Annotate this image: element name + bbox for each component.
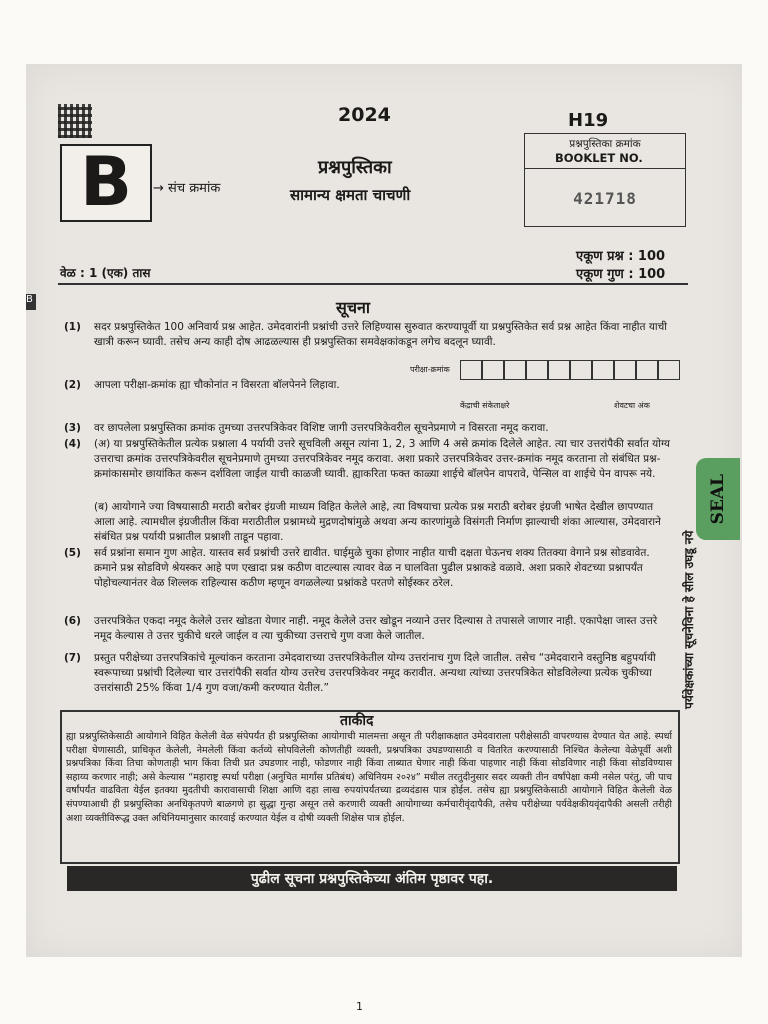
instruction-number: (5) [64, 547, 81, 559]
instruction-number: (2) [64, 379, 81, 391]
page-number: 1 [356, 1000, 363, 1013]
seal-warning-text: पर्यवेक्षकांच्या सूचनेविना हे सील उघडू नये [682, 530, 696, 710]
warning-heading: ताकीद [340, 713, 374, 729]
digit-cell[interactable] [548, 360, 570, 380]
instruction-text: सदर प्रश्नपुस्तिकेत 100 अनिवार्य प्रश्न आहेत. उमेदवारांनी प्रश्नांची उत्तरे लिहिण्यास सुरुवात करण्यापूर्वी या प्रश्नपुस्तिकेत सर्व प्रश्न आहेत किंवा नाहीत याची खात्री करून घ्यावी. तसेच अन्य काही दोष आढळल्यास ही प्रश्नपुस्तिका समवेक्षकांकडून लगेच बदलून घ्यावी. [94, 321, 668, 348]
instruction-item [64, 421, 684, 436]
total-questions: एकूण प्रश्न : 100 [576, 249, 666, 264]
instruction-number: (6) [64, 615, 81, 627]
set-letter: B [80, 143, 132, 222]
seal-tab[interactable] [696, 458, 740, 540]
seal-label: SEAL [708, 473, 728, 525]
instruction-text: (ब) आयोगाने ज्या विषयासाठी मराठी बरोबर इंग्रजी माध्यम विहित केलेले आहे, त्या विषयाचा प्रत्येक प्रश्न मराठी बरोबर इंग्रजी भाषेत देखील छापण्यात आला आहे. त्यामधील इंग्रजीतील किंवा मराठीतील प्रश्नामध्ये मुद्रणदोषांमुळे अथवा अन्य कारणांमुळे विसंगती निर्माण झाल्याची शंका आल्यास, उमेदवाराने संबंधित प्रश्न पर्यायी प्रश्नातील प्रश्नाशी ताडून पहावा. [94, 501, 661, 543]
centre-code-label: केंद्राची संकेताक्षरे [460, 401, 510, 410]
instructions-heading: सूचना [336, 298, 371, 317]
digit-cell[interactable] [658, 360, 680, 380]
exam-number-grid [408, 358, 678, 416]
instruction-item [64, 437, 674, 482]
set-letter-box [60, 144, 152, 222]
divider [58, 283, 688, 285]
exam-year: 2024 [338, 104, 391, 126]
digit-cell[interactable] [636, 360, 658, 380]
instruction-number: (4) [64, 438, 81, 450]
warning-text: ह्या प्रश्नपुस्तिकेसाठी आयोगाने विहित केलेली वेळ संपेपर्यंत ही प्रश्नपुस्तिका आयोगाची मालमत्ता असून ती परीक्षाकक्षात उमेदवाराला परीक्षेसाठी वापरण्यास देण्यात येत आहे. स्पर्धा परीक्षा घेणासाठी, प्राधिकृत केलेली, नेमलेली किंवा कर्तव्ये सोपविलेली कोणतीही व्यक्ती, प्रश्नपत्रिका उघडण्यासाठी व वितरित करण्यासाठी निश्चित केलेल्या वेळेपूर्वी अशी प्रश्नपत्रिका किंवा तिचा कोणताही भाग किंवा तिची प्रत उघडणार नाही, फोडणार नाही किंवा ताब्यात घेणार नाही किंवा पाहणार नाही किंवा सोडविणार नाही किंवा सोडविण्यास सहाय्य करणार नाही; असे केल्यास “महाराष्ट्र स्पर्धा परीक्षा (अनुचित मार्गांस प्रतिबंध) अधिनियम २०२४” मधील तरतुदीनुसार सदर व्यक्ती तीन वर्षांपेक्षा कमी नसेल परंतु, जी पाच वर्षांपर्यंत वाढविता येईल इतक्या मुदतीची कारावासाची शिक्षा आणि दहा लाख रुपयांपर्यंतच्या द्रव्यदंडास पात्र होईल. तसेच ह्या प्रश्नपुस्तिकेसाठी आयोगाने विहित केलेली वेळ संपण्याआधी ही प्रश्नपुस्तिका अनधिकृतपणे बाळगणे हा सुद्धा गुन्हा असून तसे करणारी व्यक्ती आयोगाच्या कर्मचारीवृंदापैकी, तसेच परीक्षेच्या पर्यवेक्षकीयवृंदापैकी असली तरीही अशा व्यक्तीविरूद्ध उक्त अधिनियमानुसार कारवाई करण्यात येईल व दोषी व्यक्ती शिक्षेस पात्र होईल. [66, 731, 672, 824]
exam-number-cells [460, 360, 680, 380]
instruction-number: (1) [64, 321, 81, 333]
instruction-number: (3) [64, 422, 81, 434]
qr-code [58, 104, 92, 138]
booklet-label-marathi: प्रश्नपुस्तिका क्रमांक [569, 138, 641, 150]
series-code: H19 [568, 110, 609, 131]
footer-banner [67, 866, 677, 891]
last-digit-label: शेवटचा अंक [614, 401, 650, 410]
digit-cell[interactable] [592, 360, 614, 380]
booklet-number: 421718 [573, 189, 637, 208]
instruction-item [64, 614, 674, 644]
instruction-text: प्रस्तुत परीक्षेच्या उत्तरपत्रिकांचे मूल्यांकन करताना उमेदवाराच्या उत्तरपत्रिकेतील योग्य उत्तरांनाच गुण दिले जातील. तसेच “उमेदवाराने वस्तुनिष्ठ बहुपर्यायी स्वरूपाच्या प्रश्नांची दिलेल्या चार उत्तरांपैकी सर्वात योग्य उत्तरेच उत्तरपत्रिकेवर नमूद करावीत. अन्यथा त्यांच्या उत्तरपत्रिकेत सोडविलेल्या प्रत्येक चुकीच्या उत्तरांसाठी 25% किंवा 1/4 गुण वजा/कमी करण्यात येतील.” [94, 652, 656, 694]
instruction-item [64, 546, 674, 591]
digit-cell[interactable] [570, 360, 592, 380]
footer-text: पुढील सूचना प्रश्नपुस्तिकेच्या अंतिम पृष्ठावर पहा. [250, 871, 494, 887]
instruction-item [64, 500, 674, 545]
instruction-item [64, 651, 674, 696]
instruction-number: (7) [64, 652, 81, 664]
instruction-item [64, 378, 404, 393]
instruction-text: आपला परीक्षा-क्रमांक ह्या चौकोनांत न विसरता बॉलपेनने लिहावा. [94, 379, 340, 391]
instruction-text: वर छापलेला प्रश्नपुस्तिका क्रमांक तुमच्या उत्तरपत्रिकेवर विशिष्ट जागी उत्तरपत्रिकेवरील सूचनेप्रमाणे न विसरता नमूद करावा. [94, 422, 549, 434]
total-marks: एकूण गुण : 100 [576, 267, 666, 282]
booklet-number-box [524, 133, 686, 227]
digit-cell[interactable] [460, 360, 482, 380]
instruction-text: सर्व प्रश्नांना समान गुण आहेत. यास्तव सर्व प्रश्नांची उत्तरे द्यावीत. घाईमुळे चुका होणार नाहीत याची दक्षता घेऊनच शक्य तितक्या वेगाने प्रश्न सोडवावेत. क्रमाने प्रश्न सोडविणे श्रेयस्कर आहे पण एखादा प्रश्न कठीण वाटल्यास त्यावर वेळ न घालविता पुढील प्रश्नाकडे वळावे. अशा प्रकारे शेवटच्या प्रश्नापर्यंत पोहोचल्यानंतर वेळ शिल्लक राहिल्यास कठीण म्हणून वगळलेल्या प्रश्नांकडे परतणे सोईस्कर ठरेल. [94, 547, 650, 589]
instruction-text: उत्तरपत्रिकेत एकदा नमूद केलेले उत्तर खोडता येणार नाही. नमूद केलेले उत्तर खोडून नव्याने उत्तर दिल्यास ते तपासले जाणार नाही. एकापेक्षा जास्त उत्तरे नमूद केल्यास ते उत्तर चुकीचे धरले जाईल व त्या चुकीच्या उत्तराचे गुण वजा केले जातील. [94, 615, 658, 642]
instruction-item [64, 320, 684, 350]
digit-cell[interactable] [526, 360, 548, 380]
side-mark: B [26, 294, 36, 310]
exam-number-label: परीक्षा-क्रमांक [410, 365, 450, 374]
exam-time: वेळ : 1 (एक) तास [60, 266, 151, 280]
booklet-title: प्रश्नपुस्तिका [318, 157, 392, 178]
instruction-text: (अ) या प्रश्नपुस्तिकेतील प्रत्येक प्रश्नाला 4 पर्यायी उत्तरे सूचविली असून त्यांना 1, 2, 3 आणि 4 असे क्रमांक दिलेले आहेत. त्या चार उत्तरांपैकी सर्वात योग्य उत्तराचा क्रमांक उत्तरपत्रिकेवरील सूचनेप्रमाणे तुमच्या उत्तरपत्रिकेवर नमूद करावा. अशा प्रकारे उत्तरपत्रिकेवर उत्तर-क्रमांक नमूद करताना तो संबंधित प्रश्न-क्रमांकासमोर छायांकित करून दर्शविला जाईल याची काळजी घ्यावी. ह्याकरिता फक्त काळ्या शाईचे बॉलपेन वापरावे, पेन्सिल वा शाईचे पेन वापरू नये. [94, 438, 671, 480]
set-label: → संच क्रमांक [153, 181, 221, 196]
digit-cell[interactable] [482, 360, 504, 380]
booklet-subtitle: सामान्य क्षमता चाचणी [290, 186, 411, 204]
digit-cell[interactable] [614, 360, 636, 380]
digit-cell[interactable] [504, 360, 526, 380]
booklet-label-english: BOOKLET NO. [525, 151, 685, 169]
